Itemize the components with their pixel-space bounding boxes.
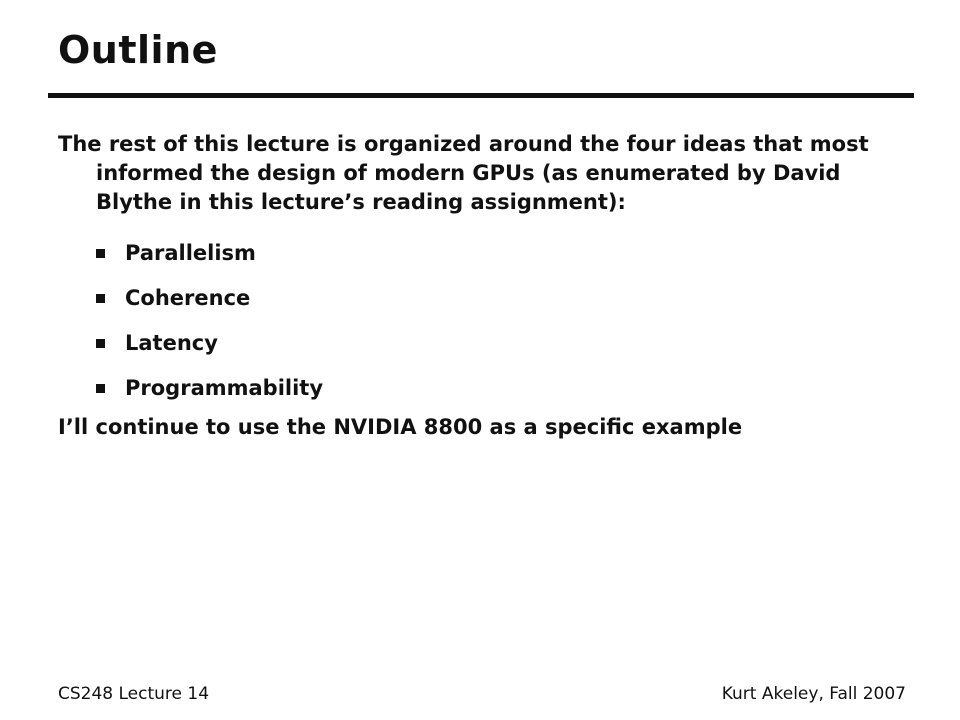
square-bullet-icon: [96, 249, 105, 258]
footer-author: Kurt Akeley, Fall 2007: [721, 684, 906, 704]
list-item-label: Programmability: [125, 376, 324, 400]
slide-title: Outline: [58, 28, 218, 72]
idea-list: [58, 231, 898, 411]
list-item-label: Parallelism: [125, 241, 256, 265]
square-bullet-icon: [96, 339, 105, 348]
slide-body: [58, 130, 898, 442]
square-bullet-icon: [96, 384, 105, 393]
title-divider: [48, 93, 914, 98]
list-item-label: Coherence: [125, 286, 251, 310]
closing-paragraph: I’ll continue to use the NVIDIA 8800 as a specific example: [58, 415, 743, 439]
list-item: [58, 231, 898, 276]
list-item: [58, 276, 898, 321]
square-bullet-icon: [96, 294, 105, 303]
list-item-label: Latency: [125, 331, 218, 355]
footer-course: CS248 Lecture 14: [58, 684, 210, 704]
list-item: [58, 321, 898, 366]
intro-paragraph: The rest of this lecture is organized around the four ideas that most informed the design of modern GPUs (as enumerated by David Blythe in this lecture’s reading assignment):: [58, 132, 869, 214]
list-item: [58, 366, 898, 411]
